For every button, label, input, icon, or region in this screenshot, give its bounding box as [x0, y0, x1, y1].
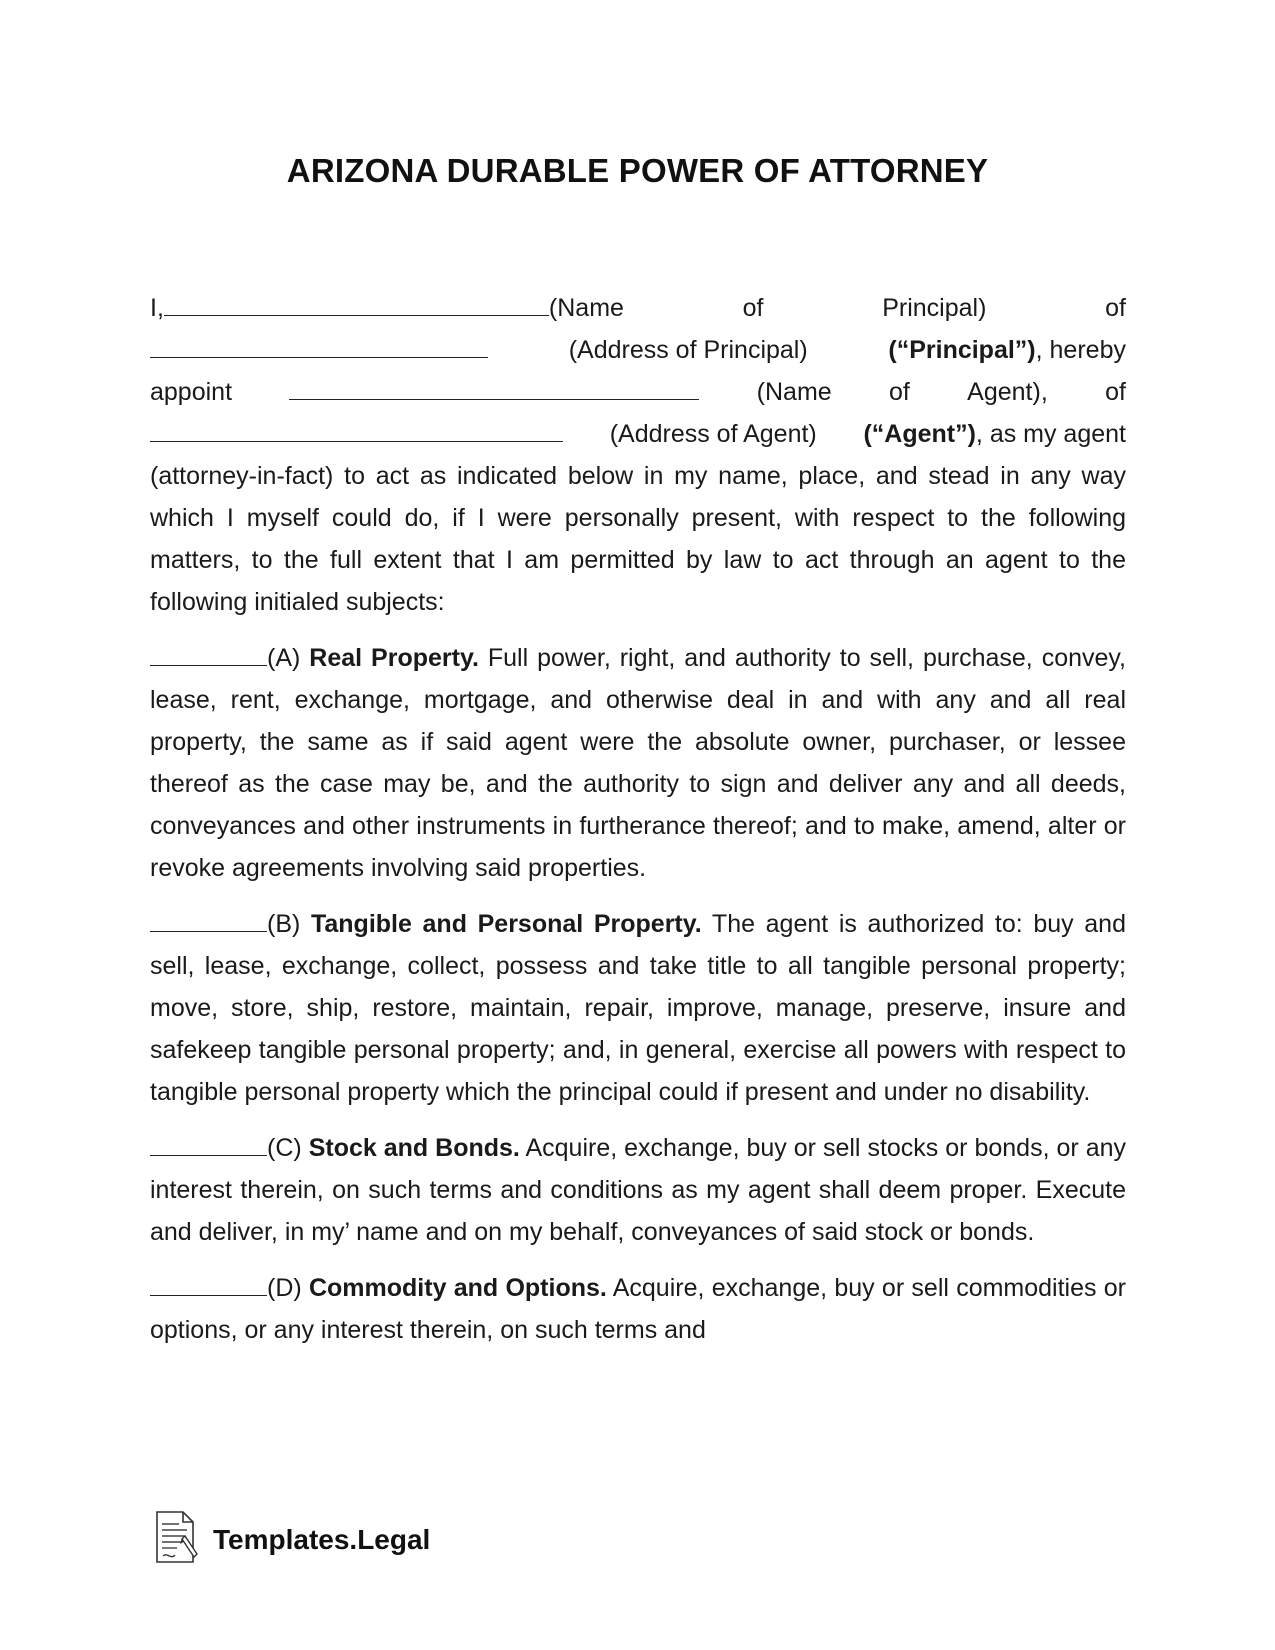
address-agent-label: (Address of Agent)	[609, 420, 817, 448]
name-label: (Name	[548, 294, 624, 322]
section-heading: Tangible and Personal Property.	[310, 910, 702, 938]
intro-line-3	[150, 371, 1126, 413]
section-real-property	[150, 637, 1126, 889]
document-pen-icon	[155, 1510, 199, 1569]
principal-word: Principal)	[882, 294, 987, 322]
section-body: Full power, right, and authority to sell, purchase, convey, lease, rent, exchange, mortgage, and otherwise deal in and with any and all real property, the same as if said agent were the absolute owner, purchaser, or lessee thereof as the case may be, and the authority to sign and deliver any and all deeds, conveyances and other instruments in furtherance thereof; and to make, amend, alter or revoke agreements involving said properties.	[150, 644, 1126, 882]
appoint-text: appoint	[150, 378, 233, 406]
principal-name-blank[interactable]	[164, 288, 549, 316]
section-stock-bonds	[150, 1127, 1126, 1253]
document-body	[150, 287, 1126, 1351]
document-title: ARIZONA DURABLE POWER OF ATTORNEY	[286, 152, 989, 189]
section-body: The agent is authorized to: buy and sell, lease, exchange, collect, possess and take title to all tangible personal property; move, store, ship, restore, maintain, repair, improve, manage, preserve, insure and safekeep tangible personal property; and, in general, exercise all powers with respect to tangible personal property which the principal could if present and under no disability.	[150, 910, 1126, 1106]
footer	[155, 1510, 430, 1569]
principal-address-blank[interactable]	[150, 330, 488, 358]
of-word: of	[742, 294, 764, 322]
of-word: of	[888, 378, 910, 406]
section-body: Acquire, exchange, buy or sell stocks or bonds, or any interest therein, on such terms and conditions as my agent shall deem proper. Execute and deliver, in my’ name and on my behalf, conveyances of said stock or bonds.	[150, 1134, 1126, 1246]
initials-blank[interactable]	[150, 904, 267, 932]
section-heading: Stock and Bonds.	[308, 1134, 520, 1162]
initials-blank[interactable]	[150, 638, 267, 666]
agent-word: Agent),	[967, 378, 1048, 406]
of-word: of	[1105, 294, 1126, 322]
agent-name-blank[interactable]	[289, 372, 699, 400]
section-letter: (D)	[267, 1274, 309, 1302]
section-letter: (C)	[267, 1134, 309, 1162]
principal-defined-term: (“Principal”)	[888, 336, 1036, 364]
initials-blank[interactable]	[150, 1268, 267, 1296]
hereby-text: , hereby	[1035, 336, 1126, 364]
address-principal-label: (Address of Principal)	[568, 336, 808, 364]
brand-name: Templates.Legal	[213, 1523, 431, 1555]
section-letter: (B)	[267, 910, 311, 938]
as-my-agent-text: , as my agent	[975, 420, 1126, 448]
section-letter: (A)	[267, 644, 310, 672]
initials-blank[interactable]	[150, 1128, 267, 1156]
intro-paragraph: (attorney-in-fact) to act as indicated below in my name, place, and stead in any way which I myself could do, if I were personally present, with respect to the following matters, to the full extent that I am permitted by law to act through an agent to the following initialed subjects:	[150, 462, 1126, 616]
section-body: Acquire, exchange, buy or sell commodities or options, or any interest therein, on such terms and	[150, 1274, 1127, 1344]
intro-line-1	[150, 287, 1126, 329]
section-heading: Commodity and Options.	[308, 1274, 607, 1302]
intro-i: I,	[150, 294, 164, 322]
section-tangible-property	[150, 903, 1126, 1113]
section-commodity-options	[150, 1267, 1126, 1351]
section-heading: Real Property.	[309, 644, 479, 672]
of-word: of	[1105, 378, 1126, 406]
agent-address-blank[interactable]	[150, 414, 563, 442]
agent-defined-term: (“Agent”)	[863, 420, 976, 448]
name-label: (Name	[756, 378, 832, 406]
intro-line-2	[150, 329, 1126, 371]
intro-line-4	[150, 413, 1126, 455]
